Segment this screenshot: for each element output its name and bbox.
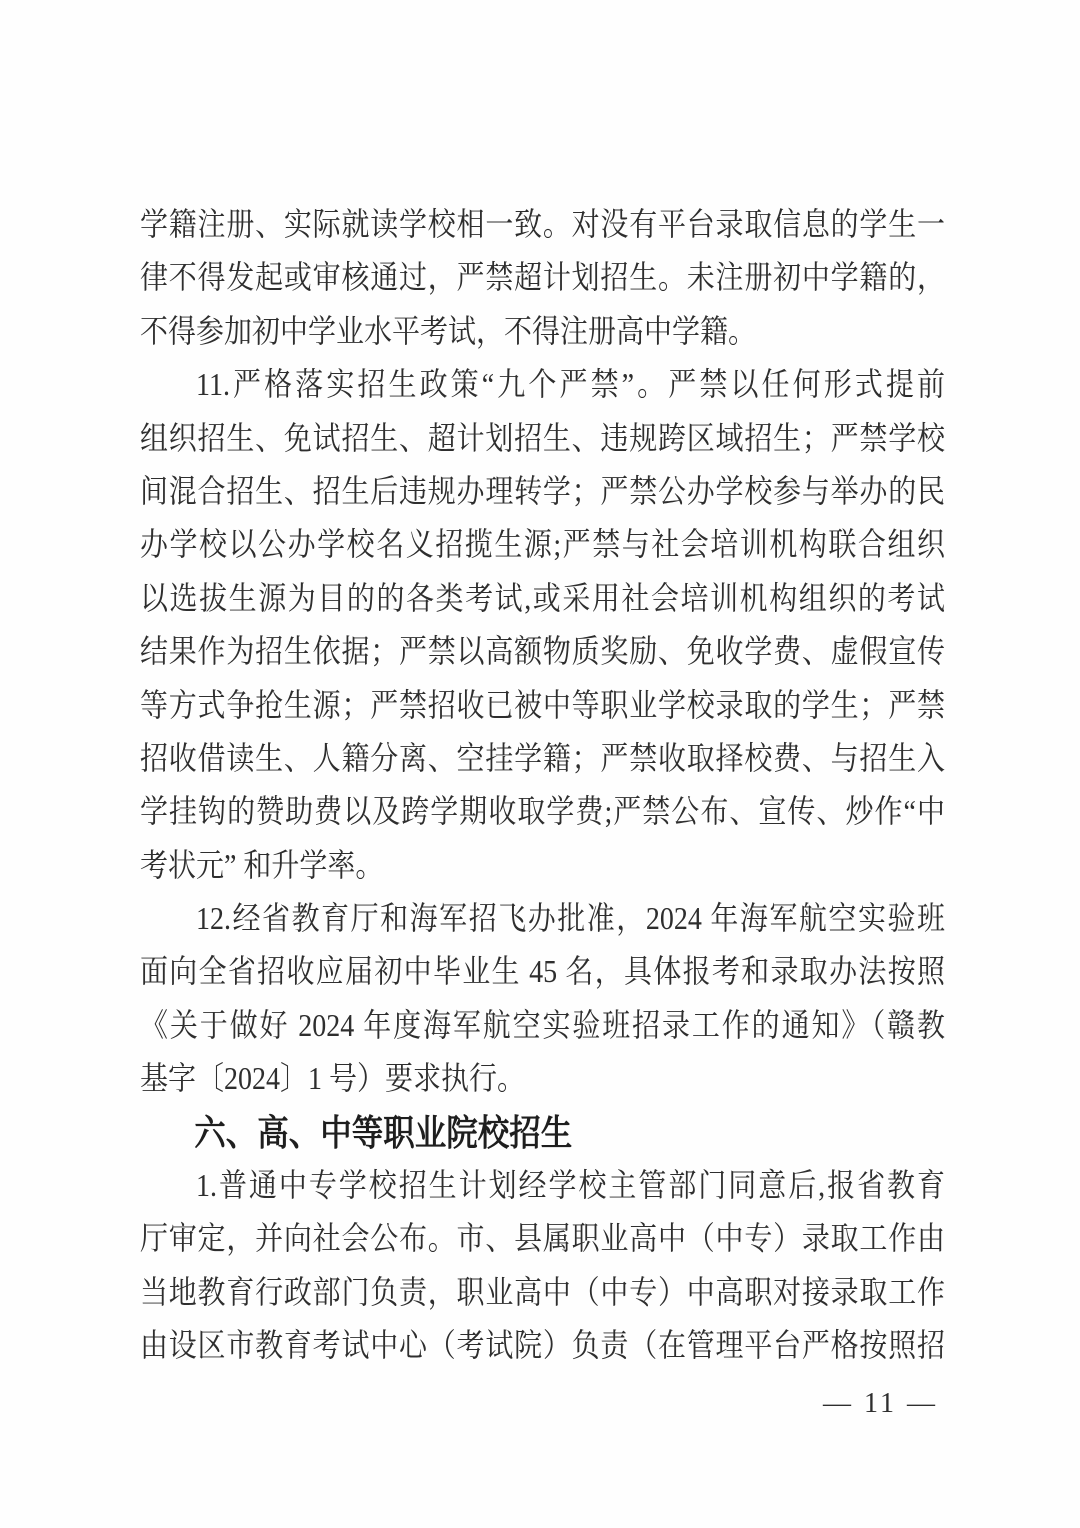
text-line: 12.经省教育厅和海军招飞办批准，2024 年海军航空实验班 (196, 900, 945, 937)
page-number: — 11 — (823, 1388, 938, 1419)
text-line: 1.普通中专学校招生计划经学校主管部门同意后,报省教育 (196, 1167, 945, 1204)
text-line: 招收借读生、人籍分离、空挂学籍；严禁收取择校费、与招生入 (140, 739, 945, 776)
text-line: 由设区市教育考试中心（考试院）负责（在管理平台严格按照招 (140, 1327, 945, 1364)
text-line: 11.严格落实招生政策“九个严禁”。严禁以任何形式提前 (196, 366, 945, 403)
document-text-column (140, 198, 1060, 1373)
text-line: 学籍注册、实际就读学校相一致。对没有平台录取信息的学生一 (140, 206, 945, 242)
section-heading: 六、高、中等职业院校招生 (194, 1111, 573, 1153)
text-line: 基字〔2024〕1 号）要求执行。 (140, 1060, 526, 1097)
text-line: 办学校以公办学校名义招揽生源;严禁与社会培训机构联合组织 (140, 526, 945, 563)
text-line: 等方式争抢生源；严禁招收已被中等职业学校录取的学生；严禁 (140, 686, 945, 723)
text-line: 当地教育行政部门负责，职业高中（中专）中高职对接录取工作 (140, 1273, 945, 1310)
text-line: 不得参加初中学业水平考试，不得注册高中学籍。 (140, 312, 757, 349)
text-line: 间混合招生、招生后违规办理转学；严禁公办学校参与举办的民 (140, 472, 945, 509)
text-line: 律不得发起或审核通过，严禁超计划招生。未注册初中学籍的， (140, 259, 945, 296)
text-line: 考状元” 和升学率。 (140, 846, 384, 883)
text-line: 组织招生、免试招生、超计划招生、违规跨区域招生；严禁学校 (140, 419, 945, 456)
text-line: 以选拔生源为目的的各类考试,或采用社会培训机构组织的考试 (140, 579, 945, 616)
text-line: 面向全省招收应届初中毕业生 45 名，具体报考和录取办法按照 (140, 953, 945, 990)
text-line: 厅审定，并向社会公布。市、县属职业高中（中专）录取工作由 (140, 1220, 945, 1257)
text-line: 《关于做好 2024 年度海军航空实验班招录工作的通知》（赣教 (140, 1006, 945, 1043)
text-line: 结果作为招生依据；严禁以高额物质奖励、免收学费、虚假宣传 (140, 633, 945, 670)
text-line: 学挂钩的赞助费以及跨学期收取学费;严禁公布、宣传、炒作“中 (140, 793, 945, 830)
